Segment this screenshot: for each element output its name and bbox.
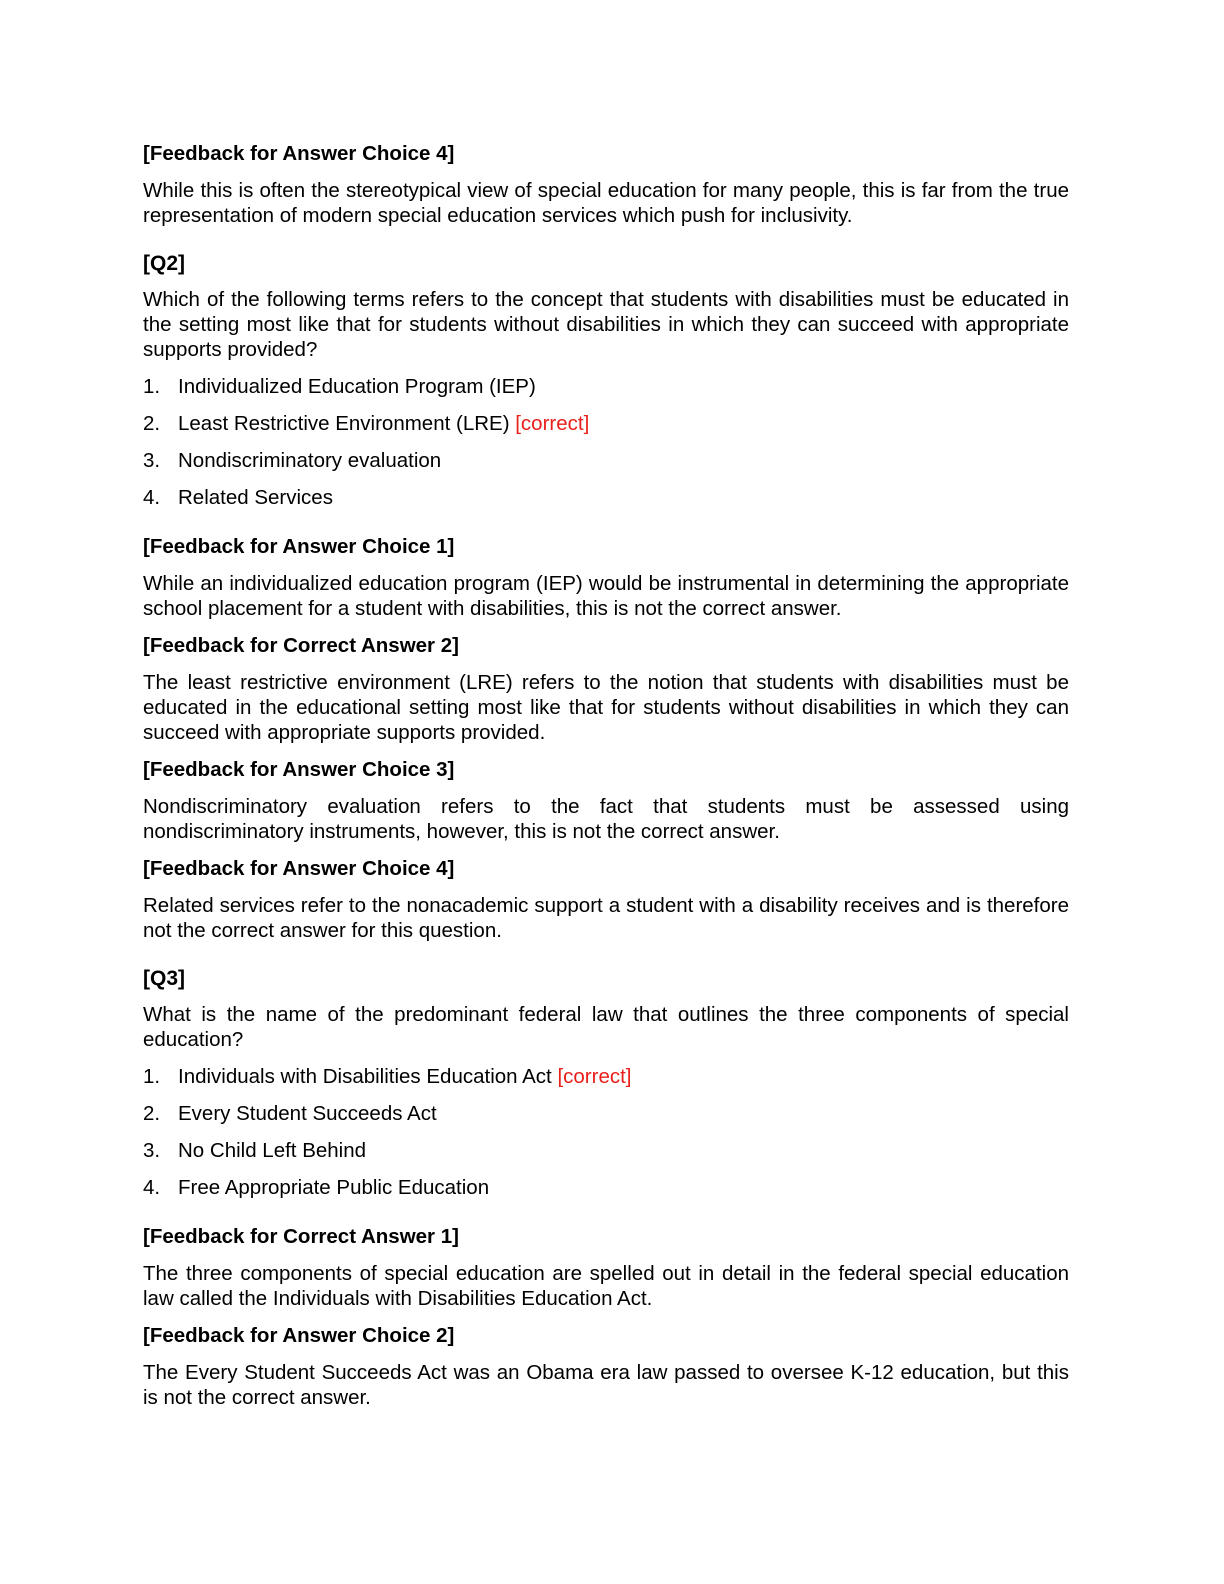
question-text-q3: What is the name of the predominant federal law that outlines the three components of special education? [143, 1003, 1069, 1051]
choice-number: 4. [143, 486, 161, 509]
choice-number: 3. [143, 449, 161, 472]
question-label-q3: [Q3] [143, 967, 185, 990]
choice-number: 2. [143, 1102, 161, 1125]
answer-choice [143, 1138, 1069, 1163]
correct-tag: [correct] [557, 1065, 632, 1088]
feedback-heading: [Feedback for Answer Choice 3] [143, 758, 455, 781]
choice-text: No Child Left Behind [178, 1139, 367, 1162]
choice-text: Individuals with Disabilities Education Act [178, 1065, 558, 1088]
document-page [143, 141, 1069, 1410]
feedback-heading: [Feedback for Correct Answer 1] [143, 1225, 459, 1248]
question-text-q2: Which of the following terms refers to the concept that students with disabilities must be educated in the setting most like that for students without disabilities in which they can succeed with appropriate supports provided? [143, 288, 1069, 361]
answer-choice [143, 1101, 1069, 1126]
feedback-heading: [Feedback for Answer Choice 4] [143, 142, 455, 165]
feedback-paragraph: The three components of special education are spelled out in detail in the federal special education law called the Individuals with Disabilities Education Act. [143, 1262, 1069, 1310]
question-label-q2: [Q2] [143, 252, 185, 275]
correct-tag: [correct] [515, 412, 590, 435]
choice-text: Nondiscriminatory evaluation [178, 449, 442, 472]
choice-number: 2. [143, 412, 161, 435]
answer-choice [143, 374, 1069, 399]
feedback-heading: [Feedback for Answer Choice 4] [143, 857, 455, 880]
answer-choice [143, 1175, 1069, 1200]
choice-number: 3. [143, 1139, 161, 1162]
feedback-paragraph: While this is often the stereotypical view of special education for many people, this is far from the true representation of modern special education services which push for inclusivity. [143, 179, 1069, 227]
choice-text: Related Services [178, 486, 333, 509]
feedback-paragraph: The least restrictive environment (LRE) refers to the notion that students with disabilities must be educated in the educational setting most like that for students without disabilities in which they can succeed with appropriate supports provided. [143, 671, 1069, 744]
choice-text: Least Restrictive Environment (LRE) [178, 412, 516, 435]
choice-number: 1. [143, 1065, 161, 1088]
answer-choices-q3 [143, 1064, 1069, 1200]
answer-choice [143, 1064, 1069, 1089]
choice-number: 4. [143, 1176, 161, 1199]
feedback-heading: [Feedback for Answer Choice 2] [143, 1324, 455, 1347]
feedback-paragraph: While an individualized education program (IEP) would be instrumental in determining the appropriate school placement for a student with disabilities, this is not the correct answer. [143, 572, 1069, 620]
answer-choice [143, 485, 1069, 510]
feedback-paragraph: The Every Student Succeeds Act was an Obama era law passed to oversee K-12 education, but this is not the correct answer. [143, 1361, 1069, 1409]
answer-choices-q2 [143, 374, 1069, 510]
answer-choice [143, 448, 1069, 473]
feedback-heading: [Feedback for Answer Choice 1] [143, 535, 455, 558]
choice-text: Every Student Succeeds Act [178, 1102, 437, 1125]
choice-text: Free Appropriate Public Education [178, 1176, 490, 1199]
feedback-heading: [Feedback for Correct Answer 2] [143, 634, 459, 657]
feedback-paragraph: Related services refer to the nonacademic support a student with a disability receives and is therefore not the correct answer for this question. [143, 894, 1069, 942]
feedback-paragraph: Nondiscriminatory evaluation refers to the fact that students must be assessed using nondiscriminatory instruments, however, this is not the correct answer. [143, 795, 1069, 843]
choice-text: Individualized Education Program (IEP) [178, 375, 536, 398]
choice-number: 1. [143, 375, 161, 398]
answer-choice [143, 411, 1069, 436]
